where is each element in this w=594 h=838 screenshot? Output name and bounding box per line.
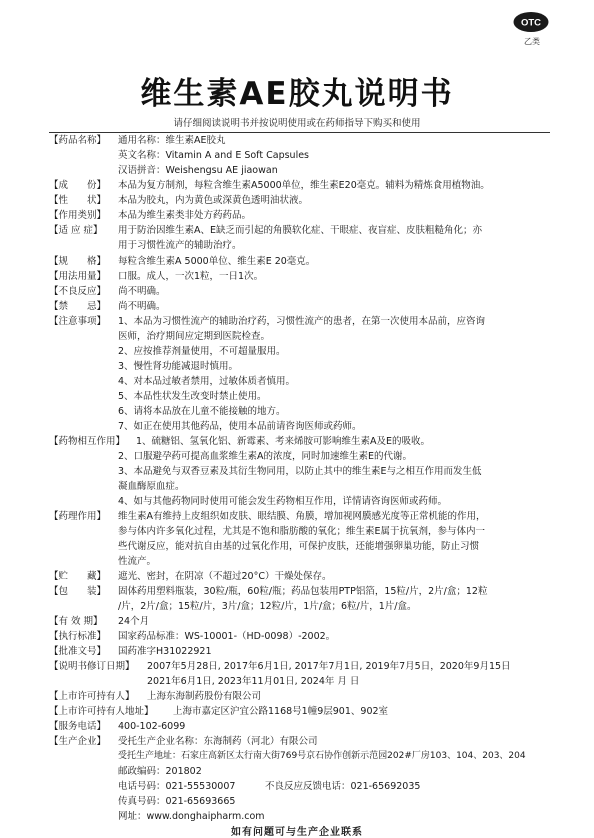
field-value: 本品为复方制剂，每粒含维生素A5000单位，维生素E20毫克。辅料为精炼食用植物油。 [118,180,490,191]
field-label: 【作用类别】 [49,210,107,221]
field-value: 受托生产地址：石家庄高新区太行南大街769号京石协作创新示范园202#厂房103、104、203、204 [118,751,526,761]
field-value: 2、口服避孕药可提高血浆维生素A的浓度，同时加速维生素E的代谢。 [118,451,413,462]
field-value: 7、如正在使用其他药品，使用本品前请咨询医师或药师。 [118,421,362,432]
field-label: 【药物相互作用】 [49,436,126,447]
field-value: 邮政编码：201802 [118,766,202,777]
field-value: 3、慢性肾功能减退时慎用。 [118,361,239,372]
field-value: 通用名称：维生素AE胶丸 [118,135,226,146]
field-value: 4、对本品过敏者禁用，过敏体质者慎用。 [118,376,296,387]
field-label: 【规 格】 [49,256,107,267]
field-value: 5、本品性状发生改变时禁止使用。 [118,391,267,402]
footer-note: 如有问题可与生产企业联系 [231,827,363,838]
field-label: 【执行标准】 [49,631,107,642]
field-value: 每粒含维生素A 5000单位、维生素E 20毫克。 [118,256,316,267]
field-label: 【适 应 症】 [49,225,103,236]
field-value: 400-102-6099 [118,721,186,732]
field-value: 2、应按推荐剂量使用，不可超量服用。 [118,346,286,357]
field-value: 上海东海制药股份有限公司 [147,691,262,702]
field-value: 2021年6月1日, 2023年11月01日, 2024年 月 日 [147,676,360,687]
field-value: 用于防治因维生素A、E缺乏而引起的角膜软化症、干眼症、夜盲症、皮肤粗糙角化；亦 [118,225,483,236]
field-label: 【药品名称】 [49,135,107,146]
field-label: 【上市许可持有人地址】 [49,706,154,717]
field-value: 传真号码：021-65693665 [118,796,236,807]
field-value: 2007年5月28日, 2017年6月1日, 2017年7月1日, 2019年7月5日，2020年9月15日 [147,661,511,672]
field-value: 用于习惯性流产的辅助治疗。 [118,240,242,251]
field-label: 【成 份】 [49,180,107,191]
field-value: 固体药用塑料瓶装，30粒/瓶，60粒/瓶；药品包装用PTP铝箔，15粒/片，2片/盒；12粒 [118,586,488,597]
field-value: 英文名称：Vitamin A and E Soft Capsules [118,150,309,161]
field-label: 【药理作用】 [49,511,107,522]
field-value: 口服。成人，一次1粒，一日1次。 [118,271,264,282]
field-value: 国药准字H31022921 [118,646,212,657]
field-value: 遮光、密封，在阴凉（不超过20°C）干燥处保存。 [118,571,332,582]
otc-badge-icon [513,11,549,33]
field-label: 【说明书修订日期】 [49,661,135,672]
field-value: 些代谢反应，能对抗自由基的过氧化作用，可保护皮肤，还能增强卵巢功能，防止习惯 [118,541,480,552]
field-label: 【注意事项】 [49,316,107,327]
field-value: 尚不明确。 [118,286,166,297]
field-value: 尚不明确。 [118,301,166,312]
field-value: 3、本品避免与双香豆素及其衍生物同用，以防止其中的维生素E与之相互作用而发生低 [118,466,482,477]
field-label: 【生产企业】 [49,736,107,747]
field-label: 【贮 藏】 [49,571,107,582]
field-label: 【用法用量】 [49,271,107,282]
otc-category: 乙类 [524,37,540,46]
field-value: 电话号码：021-55530007 [118,781,236,792]
field-label: 【禁 忌】 [49,301,107,312]
field-value: /片，2片/盒；15粒/片，3片/盒；12粒/片，1片/盒；6粒/片，1片/盒。 [118,601,417,612]
field-value: 1、本品为习惯性流产的辅助治疗药，习惯性流产的患者，在第一次使用本品前，应咨询 [118,316,486,327]
field-value: 本品为维生素类非处方药药品。 [118,210,252,221]
field-value: 国家药品标准：WS-10001-（HD-0098）-2002。 [118,631,336,642]
otc-badge-text: OTC [520,17,542,29]
field-value: 受托生产企业名称：东海制药（河北）有限公司 [118,736,318,747]
field-value: 上海市嘉定区沪宜公路1168号1幢9层901、902室 [173,706,389,717]
field-value: 汉语拼音：Weishengsu AE jiaowan [118,165,278,176]
field-label: 【服务电话】 [49,721,107,732]
field-value: 参与体内许多氧化过程，尤其是不饱和脂肪酸的氧化；维生素E属于抗氧剂，参与体内一 [118,526,486,537]
field-label: 【上市许可持有人】 [49,691,135,702]
field-value: 本品为胶丸，内为黄色或深黄色透明油状液。 [118,195,309,206]
field-label: 【性 状】 [49,195,107,206]
document-title: 维生素AE胶丸说明书 [140,76,454,112]
field-value: 4、如与其他药物同时使用可能会发生药物相互作用，详情请咨询医师或药师。 [118,496,448,507]
field-label: 【包 装】 [49,586,107,597]
field-value: 网址：www.donghaipharm.com [118,811,265,822]
field-value: 维生素A有维持上皮组织如皮肤、眼结膜、角膜，增加视网膜感光度等正常机能的作用， [118,511,486,522]
field-value: 性流产。 [118,556,157,567]
field-value: 医师，治疗期间应定期到医院检查。 [118,331,271,342]
document-subtitle: 请仔细阅读说明书并按说明使用或在药师指导下购买和使用 [173,118,421,129]
adverse-phone: 不良反应反馈电话：021-65692035 [265,781,421,792]
field-value: 24个月 [118,616,150,627]
field-label: 【批准文号】 [49,646,107,657]
field-label: 【有 效 期】 [49,616,103,627]
field-value: 凝血酶原血症。 [118,481,185,492]
field-value: 6、请将本品放在儿童不能接触的地方。 [118,406,286,417]
field-label: 【不良反应】 [49,286,107,297]
field-value: 1、硫糖铝、氢氧化铝、新霉素、考来烯胺可影响维生素A及E的吸收。 [136,436,431,447]
